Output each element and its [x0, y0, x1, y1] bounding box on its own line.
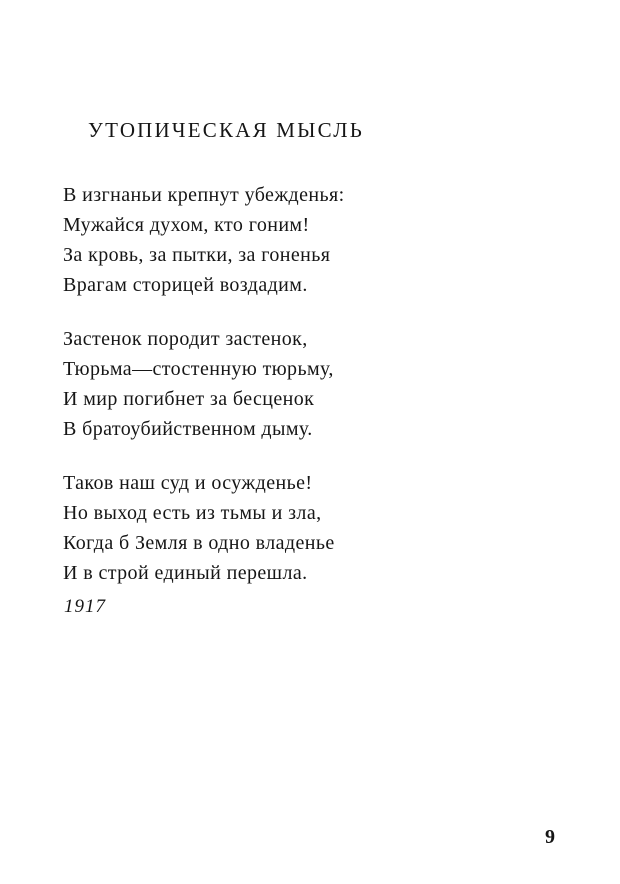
poem-line: Когда б Земля в одно владенье: [63, 532, 335, 554]
poem-line: Таков наш суд и осужденье!: [63, 472, 313, 494]
poem-line: В братоубийственном дыму.: [63, 418, 313, 440]
poem-line: Застенок породит застенок,: [63, 328, 308, 350]
poem-body: [63, 180, 543, 612]
stanza-1: [63, 180, 543, 300]
poem-line: Тюрьма—стостенную тюрьму,: [63, 358, 334, 380]
poem-line: Но выход есть из тьмы и зла,: [63, 502, 322, 524]
poem-line: Врагам сторицей воздадим.: [63, 274, 308, 296]
page-number: 9: [545, 826, 555, 848]
poem-date: 1917: [64, 596, 106, 617]
stanza-2: [63, 324, 543, 444]
poem-line: И мир погибнет за бесценок: [63, 388, 315, 410]
poem-title: УТОПИЧЕСКАЯ МЫСЛЬ: [88, 118, 364, 142]
poem-line: В изгнаньи крепнут убежденья:: [63, 184, 345, 206]
poem-line: И в строй единый перешла.: [63, 562, 308, 584]
poem-line: Мужайся духом, кто гоним!: [63, 214, 310, 236]
stanza-3: [63, 468, 543, 588]
poem-line: За кровь, за пытки, за гоненья: [63, 244, 331, 266]
